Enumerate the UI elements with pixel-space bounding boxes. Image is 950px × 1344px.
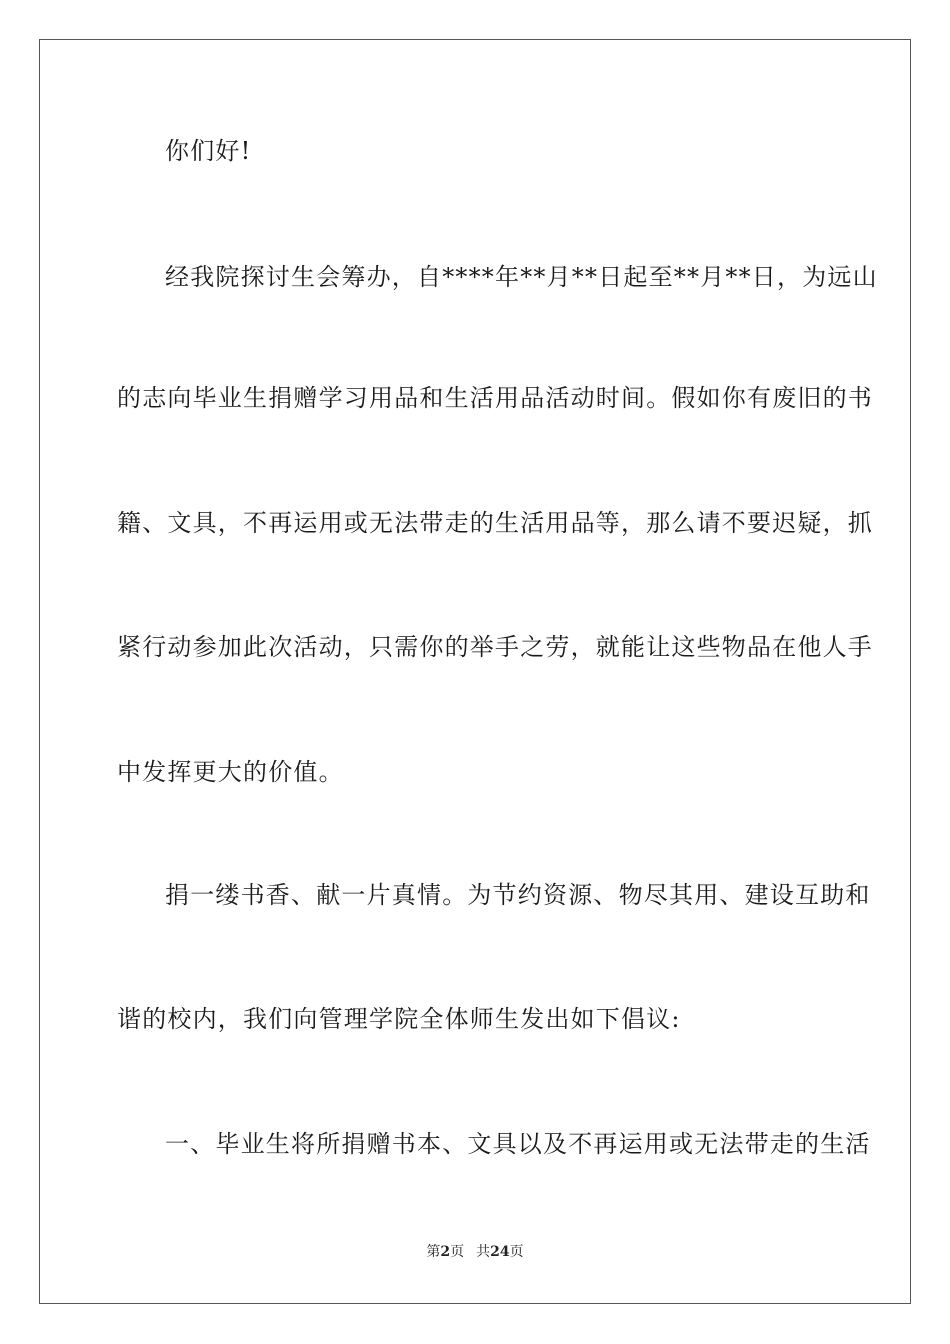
greeting-line: 你们好! — [165, 137, 252, 165]
footer-total-suffix: 页 — [509, 1244, 524, 1260]
page-border — [39, 39, 911, 1304]
paragraph-1-line-3: 籍、文具，不再运用或无法带走的生活用品等，那么请不要迟疑，抓 — [117, 509, 873, 537]
paragraph-2-line-2: 谐的校内，我们向管理学院全体师生发出如下倡议: — [117, 1005, 681, 1033]
footer-page-suffix: 页 — [450, 1244, 465, 1260]
paragraph-1-line-5: 中发挥更大的价值。 — [117, 758, 344, 786]
page-footer — [0, 1242, 950, 1262]
paragraph-1-line-2: 的志向毕业生捐赠学习用品和生活用品活动时间。假如你有废旧的书 — [117, 384, 873, 412]
paragraph-2-line-1: 捐一缕书香、献一片真情。为节约资源、物尽其用、建设互助和 — [165, 881, 871, 909]
footer-page-prefix: 第 — [426, 1244, 441, 1260]
footer-total-pages: 24 — [490, 1244, 510, 1260]
paragraph-1-line-1: 经我院探讨生会筹办，自****年**月**日起至**月**日，为远山 — [165, 263, 878, 291]
footer-total-prefix: 共 — [476, 1244, 491, 1260]
footer-page-number: 2 — [440, 1244, 451, 1260]
paragraph-3-line-1: 一、毕业生将所捐赠书本、文具以及不再运用或无法带走的生活 — [165, 1130, 871, 1158]
paragraph-1-line-4: 紧行动参加此次活动，只需你的举手之劳，就能让这些物品在他人手 — [117, 633, 873, 661]
